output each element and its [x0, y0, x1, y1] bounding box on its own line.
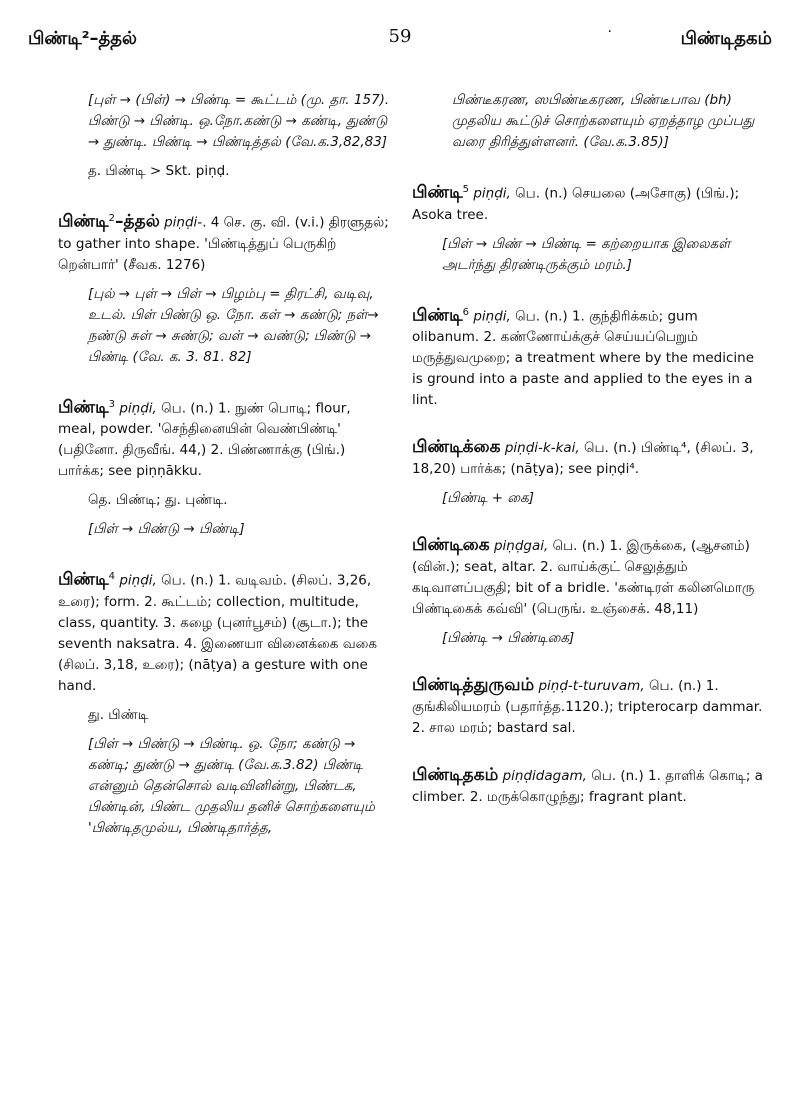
continuation-etymology: [புள் → (பிள்) → பிண்டி = கூட்டம் (மு. தா. 157). பிண்டு → பிண்டி. ஒ.நோ.கண்டு → கண்டி, துண்டு → துண்டி. பிண்டி → பிண்டித்தல் (வே.க.3,82,83] — [88, 92, 390, 150]
page-number: 59 — [388, 26, 412, 47]
definition: பெ. (n.) 1. குந்திரிக்கம்; gum olibanum. 2. கண்ணோய்க்குச் செய்யப்பெறும் மருத்துவமுறை; a treatment where by the medicine is ground into a paste and applied to the eyes in a lint. — [412, 308, 755, 408]
dictionary-entry — [412, 765, 764, 808]
definition: . 4 செ. கு. வி. (v.i.) திரளுதல்; to gather into shape. 'பிண்டித்துப் பெருகிற் றென்பார்' (சீவக. 1276) — [58, 214, 389, 273]
headword: பிண்டிக்கை — [412, 437, 501, 457]
header-dot: · — [607, 24, 612, 40]
definition: பெ. (n.) பிண்டி⁴, (சிலப். 3, 18,20) பார்க்க; (nāṭya); see piṇḍi⁴. — [412, 440, 754, 477]
definition: பெ. (n.) 1. தாளிக் கொடி; a climber. 2. மருக்கொழுந்து; fragrant plant. — [412, 768, 763, 805]
transliteration: piṇḍi, — [473, 308, 511, 324]
header-left-guide-word: பிண்டி²–த்தல் — [28, 28, 137, 49]
dictionary-entry — [58, 394, 390, 541]
dictionary-entry — [412, 437, 764, 509]
right-column — [412, 90, 764, 834]
headword-suffix: –த்தல் — [115, 211, 160, 232]
continuation-etymology: பிண்டீகரண, ஸபிண்டீகரண, பிண்டீபாவ (bh) முதலிய கூட்டுச் சொற்களையும் ஏறத்தாழ முப்பது வரை திரித்துள்ளனர். (வே.க.3.85)] — [452, 92, 755, 150]
etymology: [பிள் → பிண் → பிண்டி = கற்றையாக இலைகள் அடர்ந்து திரண்டிருக்கும் மரம்.] — [442, 235, 731, 273]
transliteration: piṇḍi, — [119, 572, 157, 589]
headword: பிண்டி — [58, 569, 109, 590]
headword: பிண்டித்துருவம் — [412, 675, 535, 695]
headword-superscript: 4 — [108, 571, 116, 582]
headword-superscript: 2 — [108, 213, 116, 224]
etymology: [பிண்டி + கை] — [442, 490, 535, 506]
page-header — [28, 22, 772, 58]
transliteration: piṇḍgai, — [493, 538, 549, 554]
continuation-related-forms: த. பிண்டி > Skt. piṇḍ. — [88, 163, 230, 179]
definition: பெ. (n.) 1. வடிவம். (சிலப். 3,26, உரை); form. 2. கூட்டம்; collection, multitude, class, quantity. 3. கழை (புனர்பூசம்) (சூடா.); the seventh naksatra. 4. இணையா வினைக்கை வகை (சிலப். 3,18, உரை); (nāṭya) a gesture with one hand. — [58, 572, 378, 694]
headword: பிண்டிகை — [412, 535, 490, 555]
headword-superscript: 3 — [108, 398, 116, 410]
dictionary-entry — [412, 535, 764, 649]
headword: பிண்டி — [412, 182, 463, 203]
headword: பிண்டிதகம் — [412, 765, 499, 785]
etymology: [புல் → புள் → பிள் → பிழம்பு = திரட்சி, வடிவு, உடல். பிள் பிண்டு ஒ. நோ. கள் → கண்டு; நள்→ நண்டு சுள் → சுண்டு; வள் → வண்டு; பிண்டு → பிண்டி (வே. க. 3. 81. 82] — [88, 285, 379, 365]
etymology: [பிள் → பிண்டு → பிண்டி. ஒ. நோ; கண்டு → கண்டி; துண்டு → துண்டி (வே.க.3.82) பிண்டி என்னும் தென்சொல் வடிவினின்று, பிண்டக, பிண்டின், பிண்ட முதலிய தனிச் சொற்களையும் 'பிண்டிதமுல்ய, பிண்டிதார்த்த, — [88, 735, 375, 836]
headword-superscript: 5 — [462, 184, 470, 195]
dictionary-entry — [412, 675, 764, 739]
headword: பிண்டி — [58, 397, 109, 417]
headword: பிண்டி — [412, 305, 463, 325]
headword: பிண்டி — [58, 211, 109, 232]
header-right-guide-word: பிண்டிதகம் — [680, 28, 772, 49]
definition: பெ. (n.) 1. நுண் பொடி; flour, meal, powder. 'செந்தினையின் வெண்பிண்டி' (பதினோ. திருவீங். 44,) 2. பிண்ணாக்கு (பிங்.) பார்க்க; see piṇṇākku. — [58, 400, 351, 479]
transliteration: piṇḍidagam, — [502, 768, 587, 784]
definition: பெ. (n.) செயலை (அசோகு) (பிங்.); Asoka tree. — [412, 185, 740, 223]
dictionary-entry — [412, 302, 764, 412]
etymology: [பிண்டி → பிண்டிகை] — [442, 630, 575, 646]
etymology: [பிள் → பிண்டு → பிண்டி] — [88, 521, 245, 537]
transliteration: piṇḍi- — [164, 214, 203, 231]
definition: பெ. (n.) 1. இருக்கை, (ஆசனம்) (வின்.); seat, altar. 2. வாய்க்குட் செலுத்தும் கடிவாளப்பகுதி; bit of a bridle. 'கண்டிரள் கலினமொரு பிண்டிகைக் கவ்வி' (பெருங். உஞ்சைக். 48,11) — [412, 538, 755, 617]
headword-superscript: 6 — [462, 306, 470, 318]
definition: பெ. (n.) 1. குங்கிலியமரம் (பதார்த்த.1120.); tripterocarp dammar. 2. சால மரம்; bastard sal. — [412, 678, 763, 736]
related-forms: தெ. பிண்டி; து. புண்டி. — [88, 492, 228, 508]
transliteration: piṇḍi, — [119, 400, 157, 416]
related-forms: து. பிண்டி — [88, 706, 149, 723]
transliteration: piṇḍi-k-kai, — [504, 440, 580, 456]
dictionary-entry — [58, 208, 390, 368]
dictionary-entry — [412, 179, 764, 276]
transliteration: piṇḍ-t-turuvam, — [538, 678, 645, 694]
dictionary-entry — [58, 566, 390, 839]
transliteration: piṇḍi, — [473, 185, 511, 202]
left-column — [58, 90, 390, 865]
